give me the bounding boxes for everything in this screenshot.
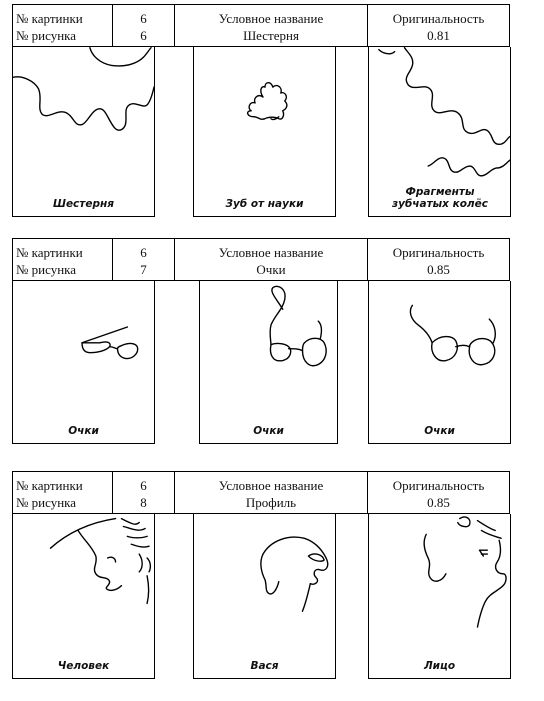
caption: Очки	[253, 425, 284, 437]
card-1-drawing-2	[193, 47, 336, 217]
drawing-no-label: № рисунка	[16, 495, 77, 510]
caption: Лицо	[423, 660, 456, 672]
name-label: Условное название	[218, 11, 324, 26]
card-1-drawing-3	[368, 47, 511, 217]
drawing-no-value: 8	[140, 495, 147, 510]
originality-value: 0.81	[427, 28, 450, 43]
name-label: Условное название	[218, 245, 324, 260]
caption: Зуб от науки	[225, 198, 304, 210]
caption: Шестерня	[52, 198, 115, 210]
card-1-labels-cell	[13, 5, 113, 46]
drawing-no-label: № рисунка	[16, 28, 77, 43]
name-label: Условное название	[218, 478, 324, 493]
card-1-header	[12, 4, 510, 47]
card-1-numbers-cell	[113, 5, 175, 46]
card-3-drawing-2	[193, 514, 336, 679]
caption: Человек	[57, 660, 110, 672]
card-2-name-cell	[175, 239, 368, 280]
card-3-numbers-cell	[113, 472, 175, 513]
picture-no-value: 6	[140, 245, 147, 260]
card-2-drawing-2	[199, 281, 338, 444]
card-3-name-cell	[175, 472, 368, 513]
card-1-originality-cell	[368, 5, 509, 46]
card-2-numbers-cell	[113, 239, 175, 280]
caption: Очки	[424, 425, 455, 437]
card-2-drawing-1	[12, 281, 155, 444]
originality-value: 0.85	[427, 262, 450, 277]
profile-sketch	[194, 514, 335, 678]
originality-value: 0.85	[427, 495, 450, 510]
card-2-originality-cell	[368, 239, 509, 280]
picture-no-value: 6	[140, 11, 147, 26]
name-value: Шестерня	[243, 28, 299, 43]
caption: Вася	[250, 660, 279, 672]
card-3-drawing-3	[368, 514, 511, 679]
gear-sketch	[13, 47, 154, 216]
caption: Фрагменты зубчатых колёс	[392, 186, 488, 210]
card-3-originality-cell	[368, 472, 509, 513]
profile-sketch	[13, 514, 154, 678]
card-2-labels-cell	[13, 239, 113, 280]
glasses-sketch	[200, 281, 337, 443]
picture-no-label: № картинки	[16, 11, 83, 26]
originality-label: Оригинальность	[392, 245, 485, 260]
card-1-drawing-1	[12, 47, 155, 217]
name-value: Очки	[256, 262, 286, 277]
picture-no-value: 6	[140, 478, 147, 493]
glasses-sketch	[369, 281, 510, 443]
drawing-no-value: 7	[140, 262, 147, 277]
card-3-header	[12, 471, 510, 514]
card-2-drawing-3	[368, 281, 511, 444]
picture-no-label: № картинки	[16, 478, 83, 493]
originality-label: Оригинальность	[392, 11, 485, 26]
glasses-sketch	[13, 281, 154, 443]
profile-sketch	[369, 514, 510, 678]
drawing-no-value: 6	[140, 28, 147, 43]
card-1-name-cell	[175, 5, 368, 46]
tooth-sketch	[194, 47, 335, 216]
card-3-labels-cell	[13, 472, 113, 513]
name-value: Профиль	[245, 495, 297, 510]
originality-label: Оригинальность	[392, 478, 485, 493]
picture-no-label: № картинки	[16, 245, 83, 260]
caption: Очки	[68, 425, 99, 437]
card-2-header	[12, 238, 510, 281]
drawing-no-label: № рисунка	[16, 262, 77, 277]
card-3-drawing-1	[12, 514, 155, 679]
